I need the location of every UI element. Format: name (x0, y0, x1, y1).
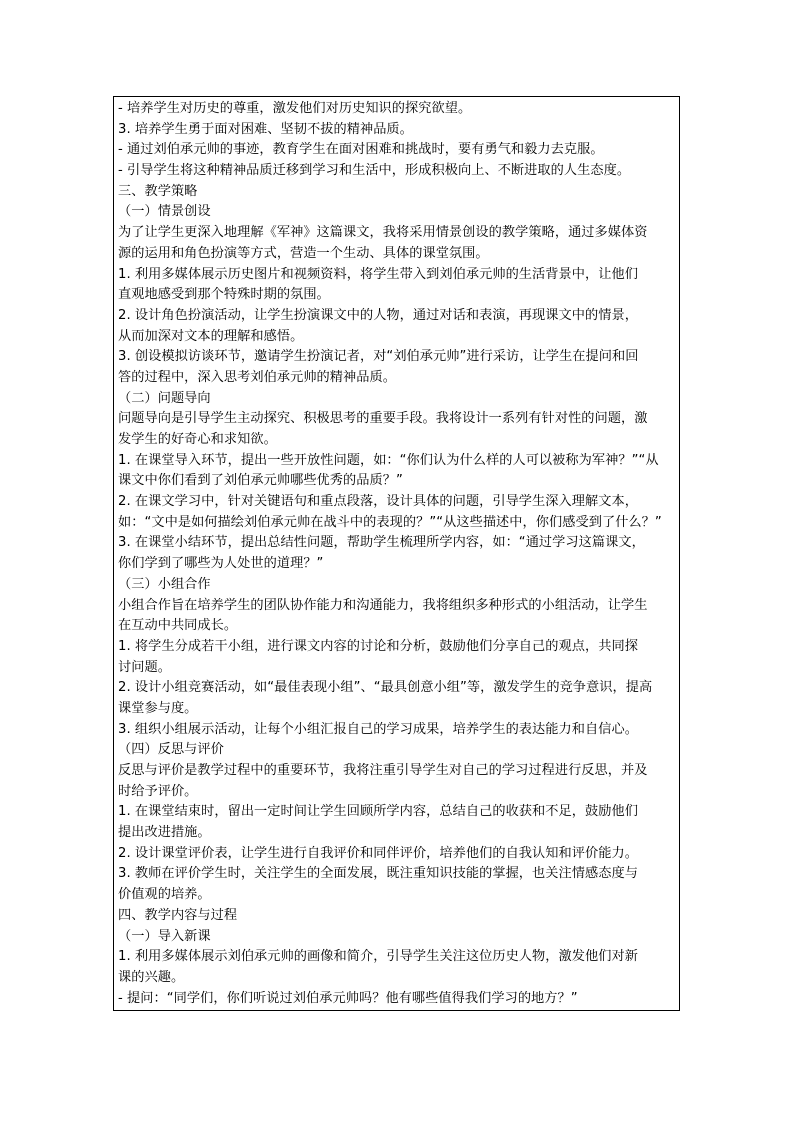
subsection-heading: （一）导入新课 (118, 928, 211, 944)
text-line: 1. 将学生分成若干小组，进行课文内容的讨论和分析，鼓励他们分享自己的观点，共同探 (118, 638, 638, 654)
text-line: - 提问：“同学们，你们听说过刘伯承元帅吗？他有哪些值得我们学习的地方？” (118, 990, 578, 1006)
text-line: 课的兴趣。 (118, 969, 185, 985)
document-text-body (118, 99, 678, 1009)
text-line: 3. 组织小组展示活动，让每个小组汇报自己的学习成果，培养学生的表达能力和自信心。 (118, 721, 638, 737)
text-line: 答的过程中，深入思考刘伯承元帅的精神品质。 (118, 369, 396, 385)
text-line: 问题导向是引导学生主动探究、积极思考的重要手段。我将设计一系列有针对性的问题，激 (118, 411, 648, 427)
text-line: 2. 设计课堂评价表，让学生进行自我评价和同伴评价，培养他们的自我认知和评价能力。 (118, 845, 638, 861)
text-line: - 培养学生对历史的尊重，激发他们对历史知识的探究欲望。 (118, 101, 472, 116)
text-line: 3. 创设模拟访谈环节，邀请学生扮演记者，对“刘伯承元帅”进行采访，让学生在提问和回 (118, 349, 639, 365)
text-line: 1. 利用多媒体展示刘伯承元帅的画像和简介，引导学生关注这位历史人物，激发他们对新 (118, 949, 638, 965)
text-line: 在互动中共同成长。 (118, 618, 238, 634)
text-line: 如：“文中是如何描绘刘伯承元帅在战斗中的表现的？”“从这些描述中，你们感受到了什么？” (118, 514, 662, 530)
text-line: 讨问题。 (118, 659, 171, 675)
text-line: 3. 在课堂小结环节，提出总结性问题，帮助学生梳理所学内容，如：“通过学习这篇课文， (118, 535, 645, 551)
text-line: 直观地感受到那个特殊时期的氛围。 (118, 287, 330, 303)
text-line: 源的运用和角色扮演等方式，营造一个生动、具体的课堂氛围。 (118, 245, 489, 261)
subsection-heading: （一）情景创设 (118, 204, 211, 220)
text-line: 2. 设计小组竞赛活动，如“最佳表现小组”、“最具创意小组”等，激发学生的竞争意识，提高 (118, 680, 653, 696)
text-line: 反思与评价是教学过程中的重要环节，我将注重引导学生对自己的学习过程进行反思，并及 (118, 763, 648, 778)
text-line: - 引导学生将这种精神品质迁移到学习和生活中，形成积极向上、不断进取的人生态度。 (118, 163, 631, 179)
section-heading: 三、教学策略 (118, 183, 198, 199)
text-line: 3. 教师在评价学生时，关注学生的全面发展，既注重知识技能的掌握，也关注情感态度与 (118, 866, 638, 882)
text-line: 时给予评价。 (118, 783, 198, 799)
text-line: - 通过刘伯承元帅的事迹，教育学生在面对困难和挑战时，要有勇气和毅力去克服。 (118, 142, 604, 158)
text-line: 2. 设计角色扮演活动，让学生扮演课文中的人物，通过对话和表演，再现课文中的情景， (118, 307, 638, 323)
text-line: 你们学到了哪些为人处世的道理？” (118, 556, 324, 572)
section-heading: 四、教学内容与过程 (118, 907, 238, 923)
text-line: 2. 在课文学习中，针对关键语句和重点段落，设计具体的问题，引导学生深入理解文本， (118, 494, 638, 510)
subsection-heading: （二）问题导向 (118, 390, 211, 406)
text-line: 为了让学生更深入地理解《军神》这篇课文，我将采用情景创设的教学策略，通过多媒体资 (118, 225, 648, 241)
text-line: 小组合作旨在培养学生的团队协作能力和沟通能力，我将组织多种形式的小组活动，让学生 (118, 597, 648, 613)
text-line: 课文中你们看到了刘伯承元帅哪些优秀的品质？” (118, 473, 403, 489)
text-line: 提出改进措施。 (118, 825, 211, 841)
text-line: 价值观的培养。 (118, 887, 211, 903)
subsection-heading: （四）反思与评价 (118, 742, 224, 758)
subsection-heading: （三）小组合作 (118, 576, 211, 592)
text-line: 1. 在课堂结束时，留出一定时间让学生回顾所学内容，总结自己的收获和不足，鼓励他们 (118, 804, 638, 820)
text-line: 发学生的好奇心和求知欲。 (118, 432, 277, 447)
text-line: 1. 在课堂导入环节，提出一些开放性问题，如：“你们认为什么样的人可以被称为军神？”“从 (118, 452, 659, 468)
text-line: 1. 利用多媒体展示历史图片和视频资料，将学生带入到刘伯承元帅的生活背景中，让他们 (118, 266, 638, 282)
text-line: 从而加深对文本的理解和感悟。 (118, 328, 304, 344)
text-line: 3. 培养学生勇于面对困难、坚韧不拔的精神品质。 (118, 121, 413, 137)
text-line: 课堂参与度。 (118, 700, 198, 716)
